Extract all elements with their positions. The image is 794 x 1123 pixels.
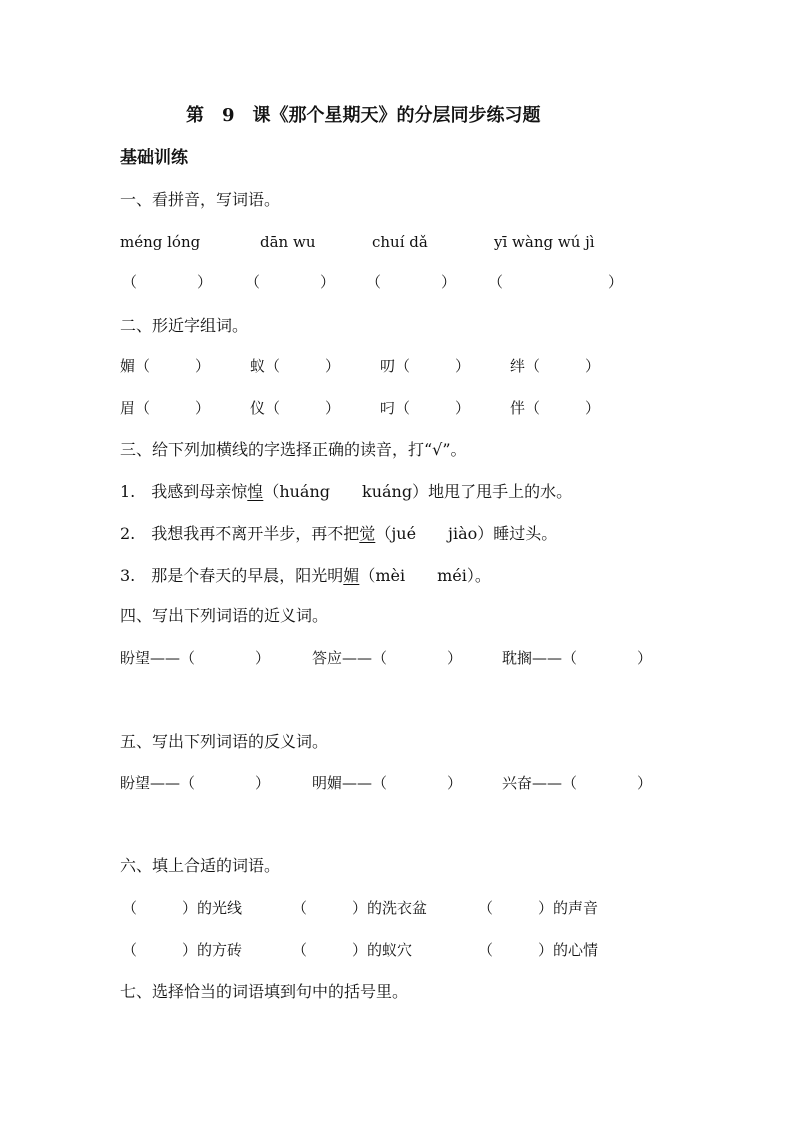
q3-item bbox=[120, 482, 572, 502]
antonym-item: 盼望——（ ） bbox=[120, 774, 271, 792]
synonym-item: 答应——（ ） bbox=[312, 649, 463, 667]
q6-heading: 六、填上合适的词语。 bbox=[120, 856, 281, 875]
antonym-item: 兴奋——（ ） bbox=[502, 774, 653, 792]
char-item: 绊（ ） bbox=[510, 357, 601, 375]
answer-blank: （ ） bbox=[366, 273, 457, 291]
char-item: 伴（ ） bbox=[510, 399, 601, 417]
pinyin-item: yī wàng wú jì bbox=[494, 233, 595, 251]
fill-item: （ ）的光线 bbox=[122, 899, 243, 917]
page-title: 第 9 课《那个星期天》的分层同步练习题 bbox=[186, 105, 541, 126]
q2-heading: 二、形近字组词。 bbox=[120, 316, 249, 335]
item-number: 2. bbox=[120, 524, 136, 543]
q5-heading: 五、写出下列词语的反义词。 bbox=[120, 732, 329, 751]
q1-heading: 一、看拼音，写词语。 bbox=[120, 190, 281, 209]
char-item: 蚁（ ） bbox=[250, 357, 341, 375]
q3-item bbox=[120, 566, 491, 586]
item-text: （huáng kuáng）地甩了甩手上的水。 bbox=[263, 482, 573, 501]
fill-item: （ ）的洗衣盆 bbox=[292, 899, 428, 917]
q4-heading: 四、写出下列词语的近义词。 bbox=[120, 606, 329, 625]
item-text: （mèi méi）。 bbox=[359, 566, 491, 585]
char-item: 叼（ ） bbox=[380, 399, 471, 417]
section-heading: 基础训练 bbox=[120, 148, 188, 168]
pinyin-item: chuí dǎ bbox=[372, 233, 428, 251]
char-item: 叨（ ） bbox=[380, 357, 471, 375]
item-number: 3. bbox=[120, 566, 136, 585]
item-text: 那是个春天的早晨，阳光明 bbox=[151, 566, 344, 585]
q7-heading: 七、选择恰当的词语填到句中的括号里。 bbox=[120, 982, 409, 1001]
char-item: 媚（ ） bbox=[120, 357, 211, 375]
answer-blank: （ ） bbox=[122, 273, 213, 291]
item-number: 1. bbox=[120, 482, 136, 501]
q3-heading: 三、给下列加横线的字选择正确的读音，打“√”。 bbox=[120, 440, 467, 459]
pinyin-item: méng lóng bbox=[120, 233, 201, 251]
synonym-item: 耽搁——（ ） bbox=[502, 649, 653, 667]
item-text: （jué jiào）睡过头。 bbox=[375, 524, 558, 543]
underlined-char: 觉 bbox=[359, 524, 376, 543]
antonym-item: 明媚——（ ） bbox=[312, 774, 463, 792]
fill-item: （ ）的心情 bbox=[478, 941, 599, 959]
underlined-char: 媚 bbox=[343, 566, 360, 585]
char-item: 仪（ ） bbox=[250, 399, 341, 417]
fill-item: （ ）的蚁穴 bbox=[292, 941, 413, 959]
item-text: 我感到母亲惊 bbox=[151, 482, 248, 501]
item-text: 我想我再不离开半步，再不把 bbox=[151, 524, 360, 543]
answer-blank: （ ） bbox=[488, 273, 624, 291]
fill-item: （ ）的声音 bbox=[478, 899, 599, 917]
pinyin-item: dān wu bbox=[260, 233, 316, 251]
answer-blank: （ ） bbox=[245, 273, 336, 291]
underlined-char: 惶 bbox=[247, 482, 264, 501]
q3-item bbox=[120, 524, 557, 544]
char-item: 眉（ ） bbox=[120, 399, 211, 417]
fill-item: （ ）的方砖 bbox=[122, 941, 243, 959]
synonym-item: 盼望——（ ） bbox=[120, 649, 271, 667]
